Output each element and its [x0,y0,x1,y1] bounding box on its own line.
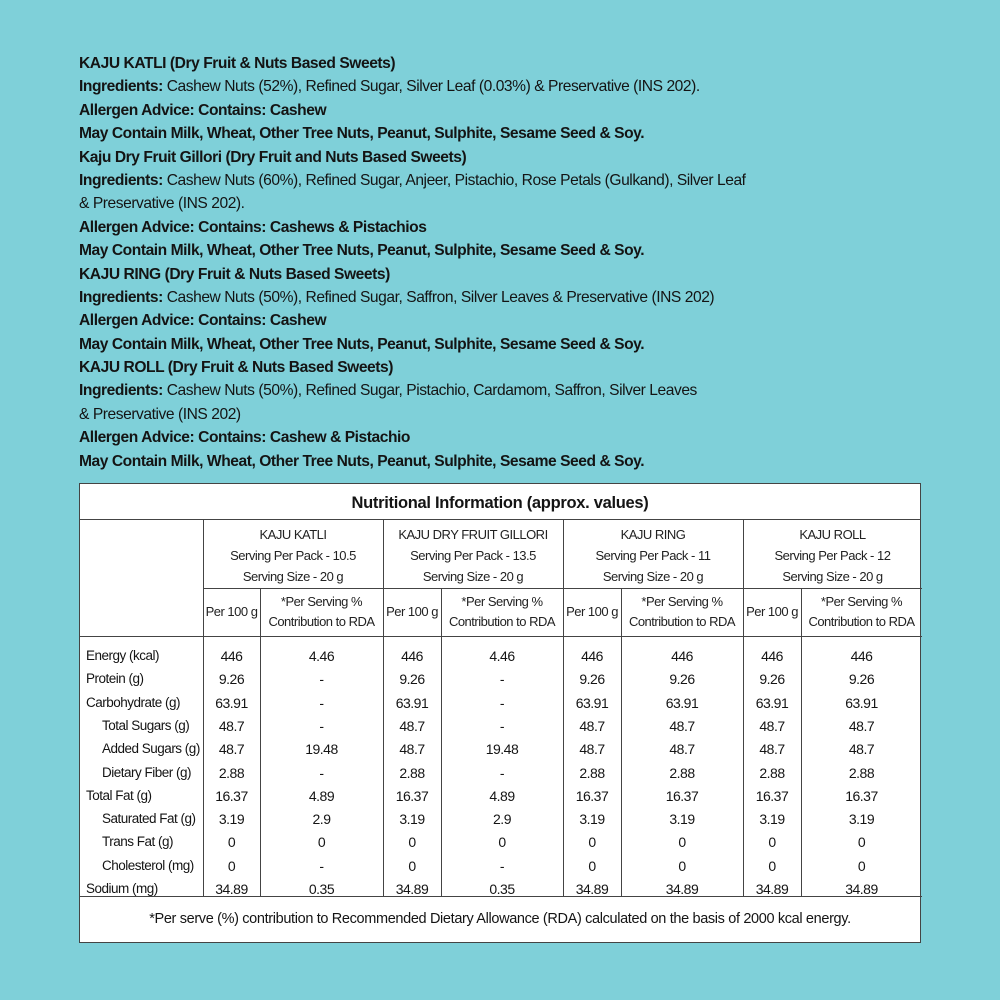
rda-header-line1: *Per Serving % [641,594,723,609]
nutrient-value: 34.89 [845,881,878,897]
ingredients-line-bold: Ingredients: [79,288,163,306]
nutrient-label: Trans Fat (g) [102,834,174,850]
nutrient-value: 0 [768,834,776,851]
nutrient-value: - [319,717,324,734]
nutrient-value: 9.26 [399,671,425,688]
nutrient-value: 63.91 [755,694,789,711]
nutrient-value: 48.7 [579,717,605,734]
ingredients-line-bold: Kaju Dry Fruit Gillori (Dry Fruit and Nuts Based Sweets) [79,148,467,166]
nutrient-value: 9.26 [848,671,875,688]
nutrient-label: Added Sugars (g) [102,741,200,757]
nutrient-value: 2.88 [218,764,245,781]
nutrient-value: 48.7 [759,717,785,734]
nutrient-value: 0 [678,834,686,851]
ingredients-line-bold: Ingredients: [79,171,163,189]
nutrient-value: 48.7 [848,717,875,734]
nutrient-value: 446 [850,648,873,664]
nutrient-value: 446 [220,648,243,664]
nutrient-value: 16.37 [395,787,429,804]
nutrient-value: 3.19 [848,811,875,828]
rda-contribution-header [621,588,743,636]
nutrient-value: 19.48 [485,741,519,758]
rda-header-line2: Contribution to RDA [628,614,736,629]
nutrient-value: - [499,694,505,711]
nutrient-label: Saturated Fat (g) [102,811,196,827]
ingredients-line [79,286,939,309]
ingredients-line-bold: KAJU RING (Dry Fruit & Nuts Based Sweets) [79,265,390,283]
per-100g-header: Per 100 g [386,604,438,619]
nutrient-value: 4.46 [308,648,335,664]
nutrient-value: 0 [408,834,416,851]
nutrient-value: 0 [678,857,686,874]
ingredients-line [79,263,939,286]
nutrient-value: - [319,671,324,688]
nutrient-label: Energy (kcal) [86,648,160,663]
nutrient-value: 16.37 [755,787,789,804]
nutrient-value: 0.35 [308,881,335,897]
ingredients-line-bold: Allergen Advice: Contains: Cashew [79,312,327,330]
nutrient-value: 34.89 [665,881,699,897]
nutrient-value: 2.9 [312,811,331,828]
nutrient-value: 63.91 [575,694,609,711]
nutrient-value: 2.9 [493,811,511,828]
ingredients-line-bold: May Contain Milk, Wheat, Other Tree Nuts, Peanut, Sulphite, Sesame Seed & Soy. [79,242,645,260]
nutrient-value: 48.7 [399,717,425,734]
nutrient-value: - [499,671,505,688]
nutrient-value: 48.7 [218,741,245,758]
nutrient-label: Cholesterol (mg) [102,857,194,873]
ingredients-line-text: Cashew Nuts (60%), Refined Sugar, Anjeer, Pistachio, Rose Petals (Gulkand), Silver Leaf [162,171,746,189]
ingredients-line-bold: Allergen Advice: Contains: Cashew & Pistachio [79,429,410,447]
ingredients-line-bold: KAJU KATLI (Dry Fruit & Nuts Based Sweets) [79,55,396,72]
ingredients-line [79,122,939,145]
ingredients-line-bold: May Contain Milk, Wheat, Other Tree Nuts, Peanut, Sulphite, Sesame Seed & Soy. [79,125,645,143]
ingredients-line-text: Cashew Nuts (50%), Refined Sugar, Pistachio, Cardamom, Saffron, Silver Leaves [162,382,697,400]
product-header-name: KAJU RING [620,527,686,542]
ingredients-line [79,146,939,169]
ingredients-line [79,403,939,426]
nutrient-value: 446 [401,648,423,664]
nutrient-value: 446 [761,648,783,664]
nutrient-value: 0 [498,834,506,851]
product-header-serving-size: Serving Size - 20 g [782,569,883,584]
ingredients-line-bold: May Contain Milk, Wheat, Other Tree Nuts, Peanut, Sulphite, Sesame Seed & Soy. [79,452,645,470]
ingredients-line-bold: Allergen Advice: Contains: Cashew [79,101,327,119]
ingredients-line-text: Cashew Nuts (52%), Refined Sugar, Silver Leaf (0.03%) & Preservative (INS 202). [162,78,700,96]
nutrient-value: 48.7 [848,741,875,758]
nutrient-value: 34.89 [755,881,789,897]
nutrient-value: 63.91 [665,694,699,711]
per-100g-header: Per 100 g [205,604,258,619]
product-header-serving-per-pack: Serving Per Pack - 12 [774,548,891,563]
nutrition-table [79,483,921,943]
product-header-name: KAJU ROLL [799,527,866,542]
ingredients-line-bold: KAJU ROLL (Dry Fruit & Nuts Based Sweets) [79,359,393,377]
nutrient-value: 4.89 [489,787,515,804]
nutrient-value: - [319,694,324,711]
ingredients-line [79,216,939,239]
nutrient-value: 3.19 [399,811,425,828]
nutrient-value: 48.7 [669,741,695,758]
nutrient-value: 0 [317,834,326,851]
nutrient-value: 2.88 [759,764,785,781]
nutrient-value: 16.37 [575,787,609,804]
ingredients-line [79,450,939,473]
product-header-serving-size: Serving Size - 20 g [422,569,524,584]
product-header-name: KAJU DRY FRUIT GILLORI [398,527,548,542]
nutrient-value: 9.26 [579,671,605,688]
nutrient-value: 34.89 [215,881,248,897]
nutrient-value: - [319,857,324,874]
ingredients-line-text: & Preservative (INS 202). [79,195,245,213]
nutrient-value: 0 [227,834,236,851]
nutrient-label: Carbohydrate (g) [86,694,181,710]
nutrient-value: - [499,857,505,874]
nutrient-value: 3.19 [579,811,605,828]
nutrient-value: 19.48 [305,741,338,758]
nutrient-value: - [319,764,324,781]
ingredients-line [79,239,939,262]
nutrient-label: Dietary Fiber (g) [102,764,192,780]
nutrient-value: 0 [227,857,236,874]
ingredients-line-bold: Ingredients: [79,382,163,400]
ingredients-line-bold: Ingredients: [79,78,163,96]
product-header-name: KAJU KATLI [259,527,327,542]
rda-footnote: *Per serve (%) contribution to Recommended Dietary Allowance (RDA) calculated on the basis of 2000 kcal energy. [149,911,851,927]
per-100g-header: Per 100 g [566,604,618,619]
rda-header-line2: Contribution to RDA [808,614,915,629]
ingredients-line-bold: Allergen Advice: Contains: Cashews & Pistachios [79,218,427,236]
nutrient-value: 48.7 [399,741,425,758]
nutrient-value: 48.7 [579,741,605,758]
nutrient-value: 34.89 [395,881,429,897]
nutrition-title: Nutritional Information (approx. values) [80,484,920,520]
ingredients-block [79,52,939,473]
ingredients-line-text: & Preservative (INS 202) [79,405,241,423]
nutrient-label: Sodium (mg) [86,881,158,896]
rda-header-line1: *Per Serving % [280,594,363,609]
nutrient-value: 34.89 [575,881,609,897]
nutrient-value: 63.91 [215,694,248,711]
ingredients-line [79,333,939,356]
rda-header-line2: Contribution to RDA [448,614,556,629]
ingredients-line [79,75,939,98]
ingredients-line [79,52,939,75]
nutrient-value: - [499,764,505,781]
nutrient-value: 63.91 [845,694,878,711]
nutrient-value: 16.37 [665,787,699,804]
nutrient-value: 3.19 [669,811,695,828]
nutrient-value: 48.7 [218,717,245,734]
ingredients-line [79,99,939,122]
nutrient-value: 63.91 [395,694,429,711]
nutrient-value: 4.89 [308,787,335,804]
product-header-serving-size: Serving Size - 20 g [602,569,704,584]
per-100g-header: Per 100 g [746,604,798,619]
ingredients-line [79,379,939,402]
rda-header-line1: *Per Serving % [820,594,903,609]
rda-header-line2: Contribution to RDA [268,614,375,629]
nutrient-value: 2.88 [579,764,605,781]
ingredients-line [79,356,939,379]
nutrient-value: 0 [408,857,416,874]
nutrient-value: 16.37 [845,787,878,804]
nutrient-value: 2.88 [399,764,425,781]
nutrient-value: 2.88 [848,764,875,781]
rda-header-line1: *Per Serving % [461,594,543,609]
nutrient-value: - [499,717,505,734]
nutrient-value: 0 [857,857,866,874]
product-header [563,524,743,587]
ingredients-line [79,309,939,332]
ingredients-line [79,192,939,215]
product-header [203,524,383,587]
nutrient-value: 2.88 [669,764,695,781]
nutrient-value: 9.26 [669,671,695,688]
nutrient-value: 16.37 [215,787,248,804]
product-header [743,524,922,587]
nutrient-value: 446 [581,648,603,664]
ingredients-line-text: Cashew Nuts (50%), Refined Sugar, Saffron, Silver Leaves & Preservative (INS 202) [162,288,715,306]
nutrient-value: 0.35 [489,881,515,897]
nutrient-value: 0 [768,857,776,874]
nutrient-label: Total Fat (g) [86,787,152,803]
product-header-serving-per-pack: Serving Per Pack - 13.5 [410,548,536,563]
product-header-serving-per-pack: Serving Per Pack - 11 [595,548,711,563]
nutrient-value: 9.26 [759,671,785,688]
product-header-serving-per-pack: Serving Per Pack - 10.5 [230,548,356,563]
nutrient-value: 3.19 [218,811,245,828]
nutrient-value: 9.26 [218,671,245,688]
nutrient-value: 0 [588,857,596,874]
rda-contribution-header [801,588,922,636]
nutrient-value: 3.19 [759,811,785,828]
nutrient-value: 48.7 [759,741,785,758]
nutrient-value: 0 [588,834,596,851]
ingredients-line-bold: May Contain Milk, Wheat, Other Tree Nuts, Peanut, Sulphite, Sesame Seed & Soy. [79,335,645,353]
product-header [383,524,563,587]
nutrient-value: 446 [671,648,693,664]
nutrient-value: 4.46 [489,648,515,664]
product-header-serving-size: Serving Size - 20 g [242,569,344,584]
ingredients-line [79,426,939,449]
nutrient-value: 48.7 [669,717,695,734]
table-rule [80,636,922,637]
rda-contribution-header [260,588,383,636]
nutrient-value: 0 [857,834,866,851]
rda-contribution-header [441,588,563,636]
nutrient-label: Protein (g) [86,671,144,687]
nutrient-label: Total Sugars (g) [102,717,190,733]
ingredients-line [79,169,939,192]
